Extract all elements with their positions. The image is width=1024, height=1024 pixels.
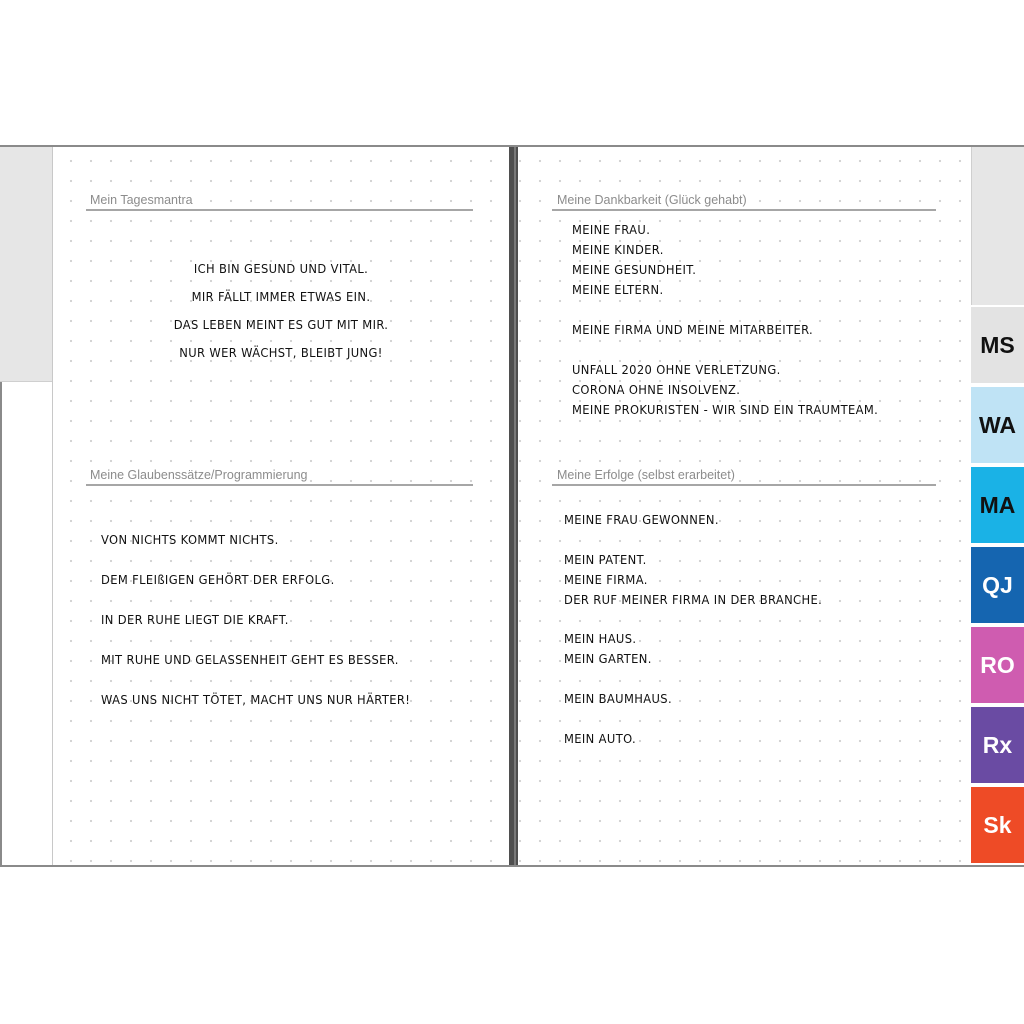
gratitude-line: MEINE PROKURISTEN - WIR SIND EIN TRAUMTEAM. (572, 402, 879, 417)
belief-line: DEM FLEIßIGEN GEHÖRT DER ERFOLG. (101, 572, 335, 587)
success-line: MEINE FIRMA. (564, 572, 648, 587)
left-page (53, 147, 509, 865)
tab-ms[interactable]: MS (971, 305, 1024, 383)
success-line: MEIN PATENT. (564, 552, 647, 567)
mantra-line: ICH BIN GESUND UND VITAL. (193, 261, 369, 276)
tab-blank-area (971, 147, 1024, 305)
belief-line: MIT RUHE UND GELASSENHEIT GEHT ES BESSER. (101, 652, 399, 667)
tab-ma[interactable]: MA (971, 465, 1024, 543)
belief-line: VON NICHTS KOMMT NICHTS. (101, 532, 279, 547)
success-line: MEIN GARTEN. (564, 651, 652, 666)
tab-qj[interactable]: QJ (971, 545, 1024, 623)
left-edge-tab-area (0, 147, 52, 382)
mantra-heading: Mein Tagesmantra (90, 193, 193, 207)
gratitude-heading: Meine Dankbarkeit (Glück gehabt) (557, 193, 747, 207)
open-planner (0, 145, 1024, 867)
belief-line: IN DER RUHE LIEGT DIE KRAFT. (101, 612, 289, 627)
success-line: MEIN BAUMHAUS. (564, 691, 672, 706)
gratitude-line: CORONA OHNE INSOLVENZ. (572, 382, 741, 397)
successes-rule (552, 484, 936, 486)
tab-ro[interactable]: RO (971, 625, 1024, 703)
mantra-line: MIR FÄLLT IMMER ETWAS EIN. (191, 289, 371, 304)
success-line: MEIN HAUS. (564, 631, 637, 646)
mantra-line: DAS LEBEN MEINT ES GUT MIT MIR. (173, 317, 389, 332)
beliefs-rule (86, 484, 473, 486)
success-line: MEIN AUTO. (564, 731, 637, 746)
success-line: MEINE FRAU GEWONNEN. (564, 512, 719, 527)
success-line: DER RUF MEINER FIRMA IN DER BRANCHE. (564, 592, 823, 607)
gratitude-line: MEINE GESUNDHEIT. (572, 262, 697, 277)
section-tabs (971, 147, 1024, 865)
successes-heading: Meine Erfolge (selbst erarbeitet) (557, 468, 735, 482)
tab-sk[interactable]: Sk (971, 785, 1024, 863)
book-spine (509, 147, 518, 865)
beliefs-heading: Meine Glaubenssätze/Programmierung (90, 468, 308, 482)
gratitude-line: UNFALL 2020 OHNE VERLETZUNG. (572, 362, 781, 377)
left-page-edge (0, 147, 53, 865)
mantra-rule (86, 209, 473, 211)
tab-wa[interactable]: WA (971, 385, 1024, 463)
right-page (518, 147, 970, 865)
gratitude-line: MEINE FIRMA UND MEINE MITARBEITER. (572, 322, 814, 337)
tab-rx[interactable]: Rx (971, 705, 1024, 783)
mantra-line: NUR WER WÄCHST, BLEIBT JUNG! (179, 345, 383, 360)
gratitude-rule (552, 209, 936, 211)
spine-highlight (514, 147, 516, 865)
belief-line: WAS UNS NICHT TÖTET, MACHT UNS NUR HÄRTER! (101, 692, 411, 707)
gratitude-line: MEINE KINDER. (572, 242, 664, 257)
gratitude-line: MEINE FRAU. (572, 222, 651, 237)
gratitude-line: MEINE ELTERN. (572, 282, 664, 297)
